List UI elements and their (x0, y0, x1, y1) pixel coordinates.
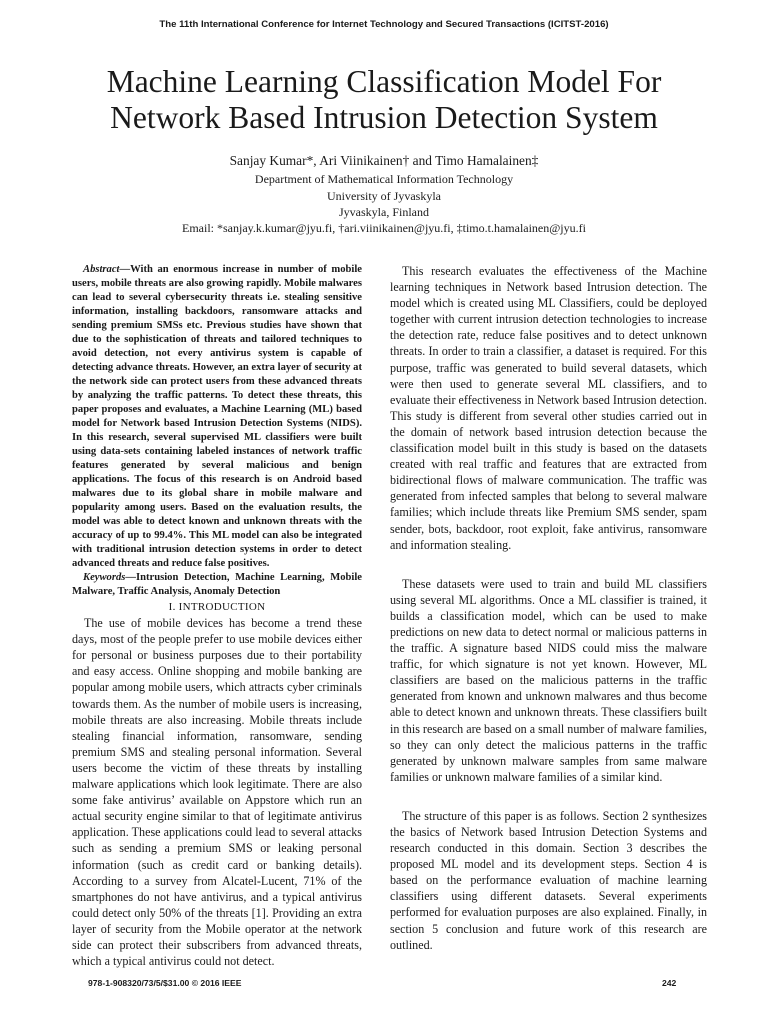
keywords-text: —Intrusion Detection, Machine Learning, Mobile Malware, Traffic Analysis, Anomaly Detection (72, 572, 362, 597)
introduction-heading: I. INTRODUCTION (168, 601, 266, 613)
right-paragraph-3: The structure of this paper is as follows. Section 2 synthesizes the basics of Network based Intrusion Detection Systems and research conducted in this domain. Section 3 describes the proposed ML model and its development steps. Section 4 is based on the performance evaluation of machine learning classifiers using different datasets. Several experiments performed for evaluation purposes are also explained. Finally, in section 5 conclusion and future work of this research are outlined. (390, 808, 707, 952)
introduction-paragraph: The use of mobile devices has become a trend these days, most of the people prefer to use mobile devices either for personal or business purposes due to their portability and easy access. Online shopping and mobile banking are popular among mobile users, which attracts cyber criminals towards them. As the number of mobile users is increasing, mobile threats are also increasing. Mobile threats include stealing financial information, ransomware, sending premium SMS and stealing personal information. Several users become the victim of these threats by installing malware applications which look legitimate. There are also some fake antivirus’ available on Appstore which run an actual security engine similar to that of legitimate antivirus application. These applications could lead to several attacks such as sending a premium SMS or leaking personal information (such as credit card or banking details). According to a survey from Alcatel-Lucent, 71% of the smartphones do not have antivirus, and a typical antivirus could detect only 50% of the threats [1]. Providing an extra layer of security from the Mobile operator at the network side can protect their subscribers from advanced threats, which a typical antivirus could not detect. (72, 616, 362, 969)
location: Jyvaskyla, Finland (339, 205, 429, 219)
right-column (390, 263, 707, 953)
author-list: Sanjay Kumar*, Ari Viinikainen† and Timo Hamalainen‡ (229, 153, 539, 168)
left-column (72, 263, 362, 969)
right-paragraph-2: These datasets were used to train and build ML classifiers using several ML algorithms. Once a ML classifier is trained, it builds a classification model, which can be used to make predictions on new data to detect normal or malicious patterns in the traffic. A signature based NIDS could miss the malware traffic, for which signature is not yet known. However, ML classifiers are based on the malicious patterns in the traffic generated from known and unknown malwares and thus become able to detect known and unknown threats. These classifiers built in this research are based on a small number of malware families, so they can only detect the malicious patterns in the traffic generated by unknown malware samples from same malware families or unknown malware families of a similar kind. (390, 576, 708, 784)
footer-isbn: 978-1-908320/73/5/$31.00 © 2016 IEEE (88, 978, 242, 988)
keywords (72, 571, 362, 599)
department: Department of Mathematical Information Technology (254, 172, 514, 186)
abstract (72, 263, 362, 571)
abstract-text: —With an enormous increase in number of mobile users, mobile threats are also growing rapidly. Mobile malwares can lead to several cybersecurity threats i.e. stealing sensitive information, installing backdoors, ransomware attacks and sending premium SMSs etc. Previous studies have shown that due to the sophistication of threats and tailored techniques to avoid detection, not every antivirus system is capable of detecting advance threats. However, an extra layer of security at the network side can protect users from these advanced threats by analyzing the traffic patterns. To detect these threats, this paper proposes and evaluates, a Machine Learning (ML) based model for Network based Intrusion Detection Systems (NIDS). In this research, several supervised ML classifiers were built using data-sets containing labeled instances of network traffic features generated by several malicious and benign applications. The focus of this research is on Android based malwares due to its global share in mobile malware and popularity among users. Based on the evaluation results, the model was able to detect known and unknown threats with the accuracy of up to 99.4%. This ML model can also be integrated with traditional intrusion detection systems in order to detect advanced threats and reduce false positives. (72, 264, 362, 569)
title-line-2: Network Based Intrusion Detection System (110, 100, 658, 135)
conference-header: The 11th International Conference for Internet Technology and Secured Transactions (ICITST-2016) (159, 19, 609, 30)
paper-title (0, 64, 768, 136)
university: University of Jyvaskyla (327, 189, 441, 203)
title-line-1: Machine Learning Classification Model For (106, 64, 662, 99)
abstract-label: Abstract (83, 264, 120, 275)
page-number: 242 (662, 978, 677, 988)
right-paragraph-1: This research evaluates the effectiveness of the Machine learning techniques in Network based Intrusion detection. The model which is created using ML Classifiers, could be deployed together with current intrusion detection technologies to increase the detection rate, reduce false positives and to detect unknown threats. In order to train a classifier, a dataset is required. For this purpose, traffic was generated to build several datasets, which were then used to generate several ML classifiers, and to evaluate their effectiveness in Network based Intrusion detection. This study is different from several other studies carried out in the domain of network based intrusion detection because the classification model built in this study is based on the datasets created with real traffic and features that are extracted from bidirectional flows of malware communication. The traffic was generated from infected samples that belong to several malware families; which include threats like Premium SMS sender, spam sender, bots, backdoor, root exploit, fake antivirus, ransomware and information stealing. (390, 264, 707, 552)
email-line: Email: *sanjay.k.kumar@jyu.fi, †ari.viinikainen@jyu.fi, ‡timo.t.hamalainen@jyu.fi (182, 221, 586, 235)
keywords-label: Keywords (83, 572, 126, 583)
